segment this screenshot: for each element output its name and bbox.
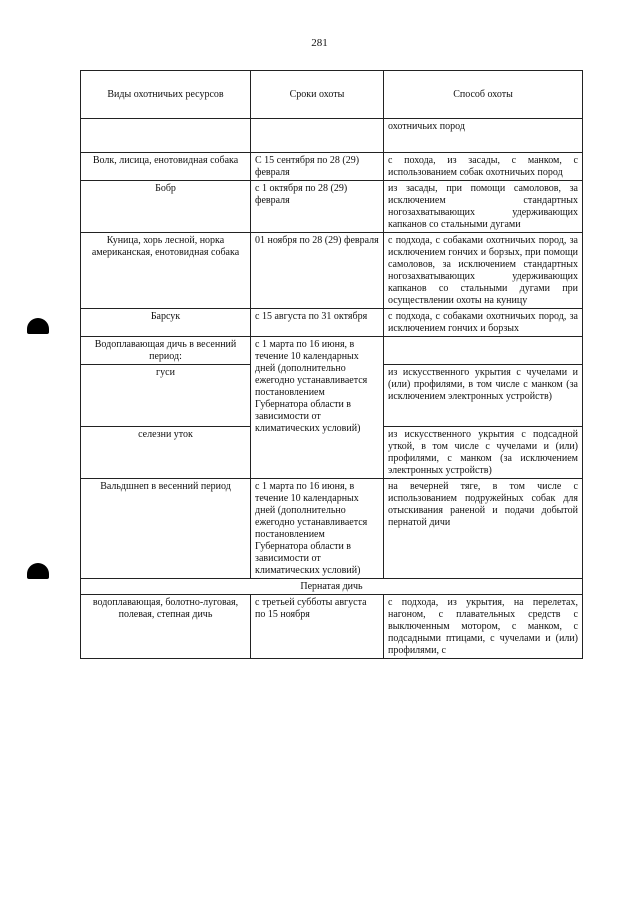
table-cell bbox=[251, 119, 384, 153]
method-cell: с подхода, с собаками охотничьих пород, за исключением гончих и борзых bbox=[384, 309, 583, 337]
section-row bbox=[81, 579, 583, 595]
table-row bbox=[81, 233, 583, 309]
table-cell bbox=[81, 119, 251, 153]
resource-cell: водоплавающая, болотно-луговая, полевая, степная дичь bbox=[81, 595, 251, 659]
hunting-seasons-table bbox=[80, 70, 583, 659]
punch-hole-mark bbox=[27, 318, 49, 334]
resource-cell: Водоплавающая дичь в весенний период: bbox=[81, 337, 251, 365]
table-row bbox=[81, 309, 583, 337]
method-cell: охотничьих пород bbox=[384, 119, 583, 153]
resource-cell: гуси bbox=[81, 365, 251, 427]
method-cell: из искусственного укрытия с подсадной уткой, в том числе с чучелами и (или) профилями, с манком (за исключением электронных устройств) bbox=[384, 427, 583, 479]
method-cell: из искусственного укрытия с чучелами и (или) профилями, в том числе с манком (за исключением электронных устройств) bbox=[384, 365, 583, 427]
section-title: Пернатая дичь bbox=[81, 579, 583, 595]
table-header-row bbox=[81, 71, 583, 119]
resource-cell: Барсук bbox=[81, 309, 251, 337]
page-number: 281 bbox=[311, 37, 328, 49]
period-cell: с третьей субботы августа по 15 ноября bbox=[251, 595, 384, 659]
resource-cell: Волк, лисица, енотовидная собака bbox=[81, 153, 251, 181]
table-row bbox=[81, 595, 583, 659]
resource-cell: Бобр bbox=[81, 181, 251, 233]
method-cell: из засады, при помощи самоловов, за исключением стандартных ногозахватывающих удерживающих капканов со стальными дугами bbox=[384, 181, 583, 233]
period-cell: с 1 октября по 28 (29) февраля bbox=[251, 181, 384, 233]
table-row bbox=[81, 337, 583, 365]
method-cell: с подхода, с собаками охотничьих пород, за исключением гончих и борзых, при помощи самоловов, за исключением стандартных ногозахватывающих удерживающих капканов со стальными дугами при осуществлении охоты на куницу bbox=[384, 233, 583, 309]
table-row bbox=[81, 153, 583, 181]
method-cell bbox=[384, 337, 583, 365]
table-row bbox=[81, 119, 583, 153]
method-cell: с похода, из засады, с манком, с использованием собак охотничьих пород bbox=[384, 153, 583, 181]
resource-cell: Куница, хорь лесной, норка американская, енотовидная собака bbox=[81, 233, 251, 309]
method-cell: с подхода, из укрытия, на перелетах, нагоном, с плавательных средств с выключенным мотором, с манком, с подсадными птицами, с чучелами и (или) профилями, с bbox=[384, 595, 583, 659]
period-cell: 01 ноября по 28 (29) февраля bbox=[251, 233, 384, 309]
period-cell: с 1 марта по 16 июня, в течение 10 календарных дней (дополнительно ежегодно устанавливается постановлением Губернатора области в зависимости от климатических условий) bbox=[251, 479, 384, 579]
header-method: Способ охоты bbox=[384, 71, 583, 119]
table-row bbox=[81, 181, 583, 233]
method-cell: на вечерней тяге, в том числе с использованием подружейных собак для отыскивания раненой и подачи добытой пернатой дичи bbox=[384, 479, 583, 579]
header-periods: Сроки охоты bbox=[251, 71, 384, 119]
punch-hole-mark bbox=[27, 563, 49, 579]
period-cell: с 15 августа по 31 октября bbox=[251, 309, 384, 337]
table-row bbox=[81, 479, 583, 579]
resource-cell: селезни уток bbox=[81, 427, 251, 479]
period-cell: С 15 сентября по 28 (29) февраля bbox=[251, 153, 384, 181]
resource-cell: Вальдшнеп в весенний период bbox=[81, 479, 251, 579]
header-resources: Виды охотничьих ресурсов bbox=[81, 71, 251, 119]
period-cell: с 1 марта по 16 июня, в течение 10 календарных дней (дополнительно ежегодно устанавливается постановлением Губернатора области в зависимости от климатических условий) bbox=[251, 337, 384, 479]
